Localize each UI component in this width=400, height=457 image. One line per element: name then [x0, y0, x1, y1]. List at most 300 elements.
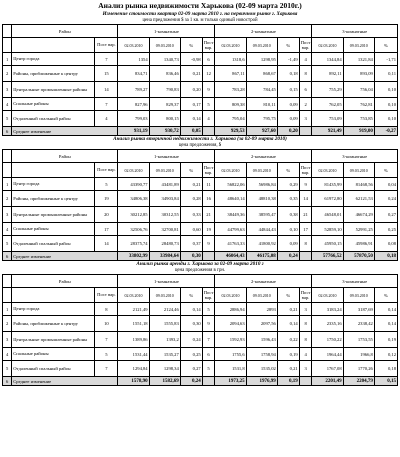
price-date1: 827,96	[118, 98, 149, 111]
header-rooms1: 1-комнатные	[118, 150, 215, 163]
table-row	[3, 303, 398, 316]
price-date2: 3187,69	[343, 303, 374, 316]
price-change-pct: 0,27	[374, 207, 397, 223]
market-section	[2, 261, 398, 386]
offer-count: 19	[202, 223, 215, 236]
header-offers: Пост вар.	[299, 288, 312, 303]
report	[2, 1, 398, 386]
price-change-pct: 0,25	[180, 348, 202, 361]
price-date2: 795,75	[246, 111, 277, 127]
price-date1: 46548,01	[312, 207, 343, 223]
price-date2: 1340,73	[149, 53, 180, 66]
header-rooms3: 3-комнатные	[312, 275, 398, 288]
offer-count: 11	[202, 178, 215, 191]
header-date2: 09.03.2010	[343, 163, 374, 178]
avg-price-date2: 57870,50	[343, 252, 374, 261]
avg-price-date2: 919,00	[343, 127, 374, 136]
average-row	[3, 377, 398, 386]
table-row	[3, 178, 398, 191]
price-date2: 2124,46	[149, 303, 180, 316]
price-date2: 81468,56	[343, 178, 374, 191]
header-date1: 02.03.2010	[312, 288, 343, 303]
header-cell	[12, 38, 95, 53]
table-row	[3, 332, 398, 348]
price-date1: 1294,84	[118, 361, 149, 377]
price-date2: 836,46	[149, 66, 180, 82]
offer-count: 4	[299, 348, 312, 361]
price-date2: 62121,53	[343, 191, 374, 207]
empty-cell	[202, 127, 215, 136]
price-change-pct: 0,60	[180, 223, 202, 236]
header-date2: 09.03.2010	[149, 288, 180, 303]
price-change-pct: 0,20	[180, 82, 202, 98]
sections-container	[2, 11, 398, 386]
table-header-row	[3, 25, 398, 38]
offer-count: 17	[299, 223, 312, 236]
avg-price-date1: 57766,52	[312, 252, 343, 261]
offer-count: 5	[202, 303, 215, 316]
region-name: Спальные районы	[12, 98, 95, 111]
price-date2: 56986,84	[246, 178, 277, 191]
header-pct: %	[180, 163, 202, 178]
table-row	[3, 82, 398, 98]
price-date1: 1755,6	[215, 348, 246, 361]
price-date2: 45986,91	[343, 236, 374, 252]
price-date2: 34903,84	[149, 191, 180, 207]
avg-price-date1: 921,49	[312, 127, 343, 136]
price-date1: 799,03	[118, 111, 149, 127]
offer-count: 5	[95, 178, 118, 191]
avg-price-date2: 1976,99	[246, 377, 277, 386]
offer-count: 15	[95, 66, 118, 82]
price-date2: 1966,8	[343, 348, 374, 361]
price-change-pct: 0,28	[180, 191, 202, 207]
header-cell	[3, 275, 12, 288]
price-date1: 755,29	[312, 82, 343, 98]
table-row	[3, 361, 398, 377]
price-change-pct: 0,10	[374, 98, 397, 111]
avg-price-date1: 929,53	[215, 127, 246, 136]
header-rooms2: 2-комнатные	[215, 275, 312, 288]
offer-count: 6	[202, 348, 215, 361]
header-pct: %	[180, 288, 202, 303]
average-label: Среднее изменение	[12, 377, 118, 386]
avg-price-date1: 1578,90	[118, 377, 149, 386]
header-date1: 02.03.2010	[215, 163, 246, 178]
region-name: Спальные районы	[12, 348, 95, 361]
price-change-pct: 0,14	[180, 303, 202, 316]
table-header-row	[3, 150, 398, 163]
price-date1: 32506,76	[118, 223, 149, 236]
offer-count: 6	[299, 82, 312, 98]
header-offers: Пост вар.	[95, 38, 118, 53]
section-subtitle: цена предложения, $	[178, 143, 222, 148]
row-number: 2	[3, 316, 12, 332]
price-table	[2, 149, 398, 261]
price-date2: 2338,42	[343, 316, 374, 332]
price-date2: 2893	[246, 303, 277, 316]
region-name: Центр города	[12, 303, 95, 316]
price-date1: 2121,49	[118, 303, 149, 316]
offer-count: 21	[299, 207, 312, 223]
table-row	[3, 236, 398, 252]
price-date1: 2335,16	[312, 316, 343, 332]
price-date2: 44844,43	[246, 223, 277, 236]
header-region: Район	[12, 150, 118, 163]
section-subtitle: цена предложения $ за 1 кв. м только одиный новострой	[142, 18, 258, 23]
row-number: 5	[3, 361, 12, 377]
row-number: 4	[3, 98, 12, 111]
table-row	[3, 191, 398, 207]
offer-count: 3	[299, 303, 312, 316]
price-date1: 44799,63	[215, 223, 246, 236]
offer-count: 8	[299, 66, 312, 82]
offer-count: 17	[95, 223, 118, 236]
price-change-pct: 0,10	[374, 82, 397, 98]
row-number: 1	[3, 53, 12, 66]
header-offers: Пост вар.	[299, 38, 312, 53]
offer-count: 19	[95, 191, 118, 207]
table-row	[3, 53, 398, 66]
price-date2: 41800,92	[246, 236, 277, 252]
average-row	[3, 127, 398, 136]
region-name: Центральные промышленные районы	[12, 82, 95, 98]
price-table	[2, 274, 398, 386]
avg-price-date2: 1582,69	[149, 377, 180, 386]
header-date1: 02.03.2010	[312, 38, 343, 53]
avg-change-pct: 0,15	[374, 377, 397, 386]
price-date1: 1344,84	[312, 53, 343, 66]
offer-count: 8	[299, 332, 312, 348]
table-row	[3, 348, 398, 361]
offer-count: 7	[95, 361, 118, 377]
offer-count: 9	[202, 82, 215, 98]
offer-count: 7	[202, 332, 215, 348]
price-date1: 1750,22	[312, 332, 343, 348]
header-cell	[3, 288, 12, 303]
table-row	[3, 207, 398, 223]
header-rooms1: 1-комнатные	[118, 25, 215, 38]
header-date1: 02.03.2010	[118, 38, 149, 53]
price-change-pct: 0,14	[180, 111, 202, 127]
header-pct: %	[374, 163, 397, 178]
avg-price-date1: 931,19	[118, 127, 149, 136]
header-cell	[12, 288, 95, 303]
price-date1: 81435,99	[312, 178, 343, 191]
header-pct: %	[277, 288, 299, 303]
price-date2: 753,85	[343, 111, 374, 127]
price-change-pct: -1,71	[374, 53, 397, 66]
empty-cell	[299, 252, 312, 261]
price-change-pct: 0,21	[180, 66, 202, 82]
region-name: Центр города	[12, 178, 95, 191]
price-date1: 789,27	[118, 82, 149, 98]
price-date1: 892,11	[312, 66, 343, 82]
price-change-pct: 0,12	[374, 348, 397, 361]
price-change-pct: 0,09	[277, 236, 299, 252]
average-row	[3, 252, 398, 261]
header-date2: 09.03.2010	[246, 38, 277, 53]
price-date2: 762,81	[343, 98, 374, 111]
avg-price-date2: 927,60	[246, 127, 277, 136]
price-change-pct: 0,37	[180, 236, 202, 252]
region-name: Отдаленный спальный район	[12, 361, 95, 377]
price-change-pct: 0,09	[277, 111, 299, 127]
header-cell	[3, 25, 12, 38]
row-number: 1	[3, 303, 12, 316]
offer-count: 6	[202, 53, 215, 66]
price-change-pct: 0,24	[374, 191, 397, 207]
offer-count: 8	[299, 236, 312, 252]
offer-count: 21	[202, 207, 215, 223]
price-date1: 795,04	[215, 111, 246, 127]
price-date1: 1389,86	[118, 332, 149, 348]
price-change-pct: 0,21	[180, 178, 202, 191]
price-change-pct: 0,38	[277, 207, 299, 223]
offer-count: 9	[202, 236, 215, 252]
region-name: Районы, приближенные к центру	[12, 316, 95, 332]
row-number: 3	[3, 82, 12, 98]
header-cell	[3, 163, 12, 178]
price-date1: 2094,63	[215, 316, 246, 332]
table-header-row	[3, 275, 398, 288]
price-change-pct: 0,11	[374, 66, 397, 82]
header-pct: %	[374, 38, 397, 53]
table-row	[3, 98, 398, 111]
market-section	[2, 136, 398, 261]
region-name: Отдаленный спальный район	[12, 111, 95, 127]
price-date2: 1535,27	[149, 348, 180, 361]
row-number: 2	[3, 66, 12, 82]
price-date1: 3183,24	[312, 303, 343, 316]
offer-count: 4	[95, 111, 118, 127]
header-pct: %	[277, 38, 299, 53]
price-date2: 46674,29	[343, 207, 374, 223]
header-date1: 02.03.2010	[118, 163, 149, 178]
header-date2: 09.03.2010	[149, 38, 180, 53]
avg-price-date1: 33802,99	[118, 252, 149, 261]
table-row	[3, 66, 398, 82]
header-offers: Пост вар.	[202, 38, 215, 53]
table-subheader-row	[3, 163, 398, 178]
price-date1: 783,28	[215, 82, 246, 98]
price-change-pct: 0,25	[374, 223, 397, 236]
empty-cell	[202, 377, 215, 386]
region-name: Спальные районы	[12, 223, 95, 236]
price-date2: 1758,94	[246, 348, 277, 361]
region-name: Районы, приближенные к центру	[12, 66, 95, 82]
header-date1: 02.03.2010	[215, 288, 246, 303]
header-pct: %	[180, 38, 202, 53]
price-date1: 41763,33	[215, 236, 246, 252]
header-date2: 09.03.2010	[149, 163, 180, 178]
section-title: Анализ рынка аренды г. Харькова за 02-09 марта 2010 г	[136, 261, 264, 267]
price-date1: 30212,85	[118, 207, 149, 223]
header-offers: Пост вар.	[299, 163, 312, 178]
price-change-pct: 0,10	[374, 111, 397, 127]
price-date2: 52991,25	[343, 223, 374, 236]
row-number: 4	[3, 348, 12, 361]
offer-count: 2	[299, 98, 312, 111]
avg-price-date2: 46175,08	[246, 252, 277, 261]
empty-cell	[299, 127, 312, 136]
price-date1: 753,09	[312, 111, 343, 127]
price-date2: 43481,89	[149, 178, 180, 191]
price-date1: 1767,08	[312, 361, 343, 377]
avg-price-date2: 930,72	[149, 127, 180, 136]
price-date1: 1592,93	[215, 332, 246, 348]
offer-count: 16	[202, 191, 215, 207]
price-date2: 1393,2	[149, 332, 180, 348]
offer-count: 14	[299, 191, 312, 207]
region-name: Центральные промышленные районы	[12, 332, 95, 348]
offer-count: 7	[95, 98, 118, 111]
offer-count: 20	[95, 207, 118, 223]
price-date2: 48810,38	[246, 191, 277, 207]
price-date1: 56822,06	[215, 178, 246, 191]
price-date2: 38595,47	[246, 207, 277, 223]
price-change-pct: 0,10	[277, 223, 299, 236]
table-subheader-row	[3, 288, 398, 303]
price-date1: 867,11	[215, 66, 246, 82]
header-offers: Пост вар.	[95, 163, 118, 178]
price-date2: 1596,43	[246, 332, 277, 348]
region-name: Отдаленный спальный район	[12, 236, 95, 252]
table-row	[3, 223, 398, 236]
header-rooms3: 3-комнатные	[312, 150, 398, 163]
price-change-pct: 0,21	[277, 361, 299, 377]
header-cell	[3, 38, 12, 53]
section-title: Анализ рынка вторичной недвижимости г. Харькова (за 02-09 марта 2010)	[113, 136, 287, 142]
price-date1: 1531,44	[118, 348, 149, 361]
price-change-pct: 0,14	[277, 316, 299, 332]
price-change-pct: 0,33	[180, 207, 202, 223]
price-change-pct: 0,19	[374, 332, 397, 348]
avg-price-date1: 2201,49	[312, 377, 343, 386]
price-change-pct: -0,98	[180, 53, 202, 66]
header-cell	[12, 163, 95, 178]
header-offers: Пост вар.	[202, 163, 215, 178]
offer-count: 14	[95, 236, 118, 252]
table-row	[3, 111, 398, 127]
row-number: 6	[3, 252, 12, 261]
empty-cell	[299, 377, 312, 386]
price-date2: 868,67	[246, 66, 277, 82]
header-rooms1: 1-комнатные	[118, 275, 215, 288]
section-title: Изменение стоимости квартир 02-09 марта 2010 г. на первичном рынке г. Харькова	[102, 11, 298, 17]
offer-count: 9	[299, 178, 312, 191]
price-date1: 1318,6	[215, 53, 246, 66]
offer-count: 4	[299, 53, 312, 66]
offer-count: 14	[95, 82, 118, 98]
price-date1: 1964,44	[312, 348, 343, 361]
header-pct: %	[277, 163, 299, 178]
price-date1: 52859,10	[312, 223, 343, 236]
row-number: 6	[3, 127, 12, 136]
row-number: 6	[3, 377, 12, 386]
price-date2: 1321,84	[343, 53, 374, 66]
offer-count: 7	[95, 53, 118, 66]
table-row	[3, 316, 398, 332]
price-date2: 2097,56	[246, 316, 277, 332]
price-date1: 834,71	[118, 66, 149, 82]
header-rooms2: 2-комнатные	[215, 150, 312, 163]
avg-price-date1: 46064,43	[215, 252, 246, 261]
header-offers: Пост вар.	[202, 288, 215, 303]
header-cell	[3, 150, 12, 163]
avg-change-pct: 0,20	[277, 127, 299, 136]
region-name: Районы, приближенные к центру	[12, 191, 95, 207]
offer-count: 7	[95, 332, 118, 348]
price-date2: 810,11	[246, 98, 277, 111]
offer-count: 3	[299, 361, 312, 377]
header-date1: 02.03.2010	[215, 38, 246, 53]
offer-count: 5	[95, 348, 118, 361]
offer-count: 5	[202, 361, 215, 377]
table-subheader-row	[3, 38, 398, 53]
price-change-pct: 0,35	[277, 191, 299, 207]
offer-count: 9	[202, 316, 215, 332]
price-date2: 28480,73	[149, 236, 180, 252]
market-section	[2, 11, 398, 136]
price-date2: 1298,95	[246, 53, 277, 66]
offer-count: 10	[95, 316, 118, 332]
price-date2: 32700,81	[149, 223, 180, 236]
row-number: 1	[3, 178, 12, 191]
price-date1: 28375,74	[118, 236, 149, 252]
average-label: Среднее изменение	[12, 252, 118, 261]
price-date1: 1551,18	[118, 316, 149, 332]
price-change-pct: 0,22	[277, 332, 299, 348]
price-change-pct: 0,14	[374, 316, 397, 332]
header-region: Район	[12, 25, 118, 38]
price-date2: 790,83	[149, 82, 180, 98]
price-change-pct: 0,21	[277, 303, 299, 316]
row-number: 4	[3, 223, 12, 236]
avg-change-pct: 0,30	[180, 252, 202, 261]
price-date2: 756,04	[343, 82, 374, 98]
avg-price-date2: 33984,64	[149, 252, 180, 261]
header-date2: 09.03.2010	[343, 38, 374, 53]
avg-change-pct: 0,05	[180, 127, 202, 136]
price-change-pct: 0,15	[277, 82, 299, 98]
section-subtitle: цена предложения в грн.	[174, 268, 226, 273]
average-label: Среднее изменение	[12, 127, 118, 136]
offer-count: 3	[299, 111, 312, 127]
price-date1: 43390,77	[118, 178, 149, 191]
price-date1: 762,05	[312, 98, 343, 111]
price-date2: 1298,34	[149, 361, 180, 377]
header-rooms3: 3-комнатные	[312, 25, 398, 38]
avg-change-pct: 0,24	[277, 252, 299, 261]
header-offers: Пост вар.	[95, 288, 118, 303]
empty-cell	[202, 252, 215, 261]
price-date1: 38449,36	[215, 207, 246, 223]
row-number: 5	[3, 236, 12, 252]
avg-change-pct: 0,24	[180, 377, 202, 386]
avg-change-pct: 0,19	[277, 377, 299, 386]
header-date2: 09.03.2010	[246, 288, 277, 303]
row-number: 3	[3, 332, 12, 348]
price-date2: 1753,55	[343, 332, 374, 348]
offer-count: 5	[202, 98, 215, 111]
price-date1: 1354	[118, 53, 149, 66]
price-change-pct: 0,27	[180, 361, 202, 377]
price-change-pct: 0,09	[277, 98, 299, 111]
price-change-pct: 0,30	[180, 316, 202, 332]
price-date1: 34806,38	[118, 191, 149, 207]
avg-change-pct: -0,27	[374, 127, 397, 136]
